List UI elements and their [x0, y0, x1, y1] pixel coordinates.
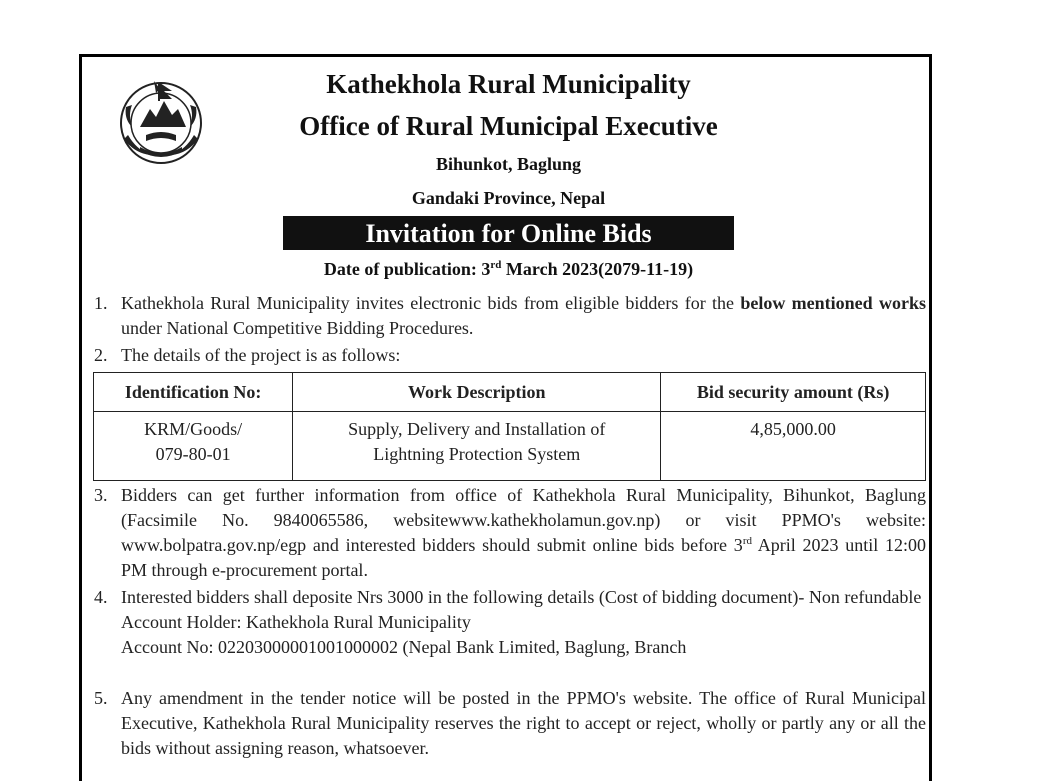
work-description-cell: Supply, Delivery and Installation of Lightning Protection System [293, 412, 661, 481]
clause-text: Any amendment in the tender notice will be posted in the PPMO's website. The office of Rural Municipal Executive, Kathekhola Rural Municipality reserves the right to accept or reject, wholly or partly any or all the bids without assigning reason, whatsoever. [121, 688, 926, 758]
clause-5 [94, 686, 926, 761]
identification-cell: KRM/Goods/ 079-80-01 [94, 412, 293, 481]
column-header: Bid security amount (Rs) [661, 373, 926, 412]
office-name: Office of Rural Municipal Executive [299, 111, 718, 141]
clause-text: The details of the project is as follows: [121, 345, 401, 365]
bid-security-cell: 4,85,000.00 [661, 412, 926, 481]
org-name: Kathekhola Rural Municipality [326, 69, 691, 99]
notice-page [79, 54, 932, 781]
clause-2 [94, 343, 926, 368]
clause-text: Bidders can get further information from office of Kathekhola Rural Municipality, Bihunkot, Baglung (Facsimile No. 9840065586, websitewww.kathekholamun.gov.np) or visit PPMO's website: www.bolpatra.gov.np/egp and interested bidders should submit online bids before 3rd April 2023 until 12:00 PM through e-procurement portal. [121, 485, 926, 580]
office-province: Gandaki Province, Nepal [411, 188, 606, 208]
table-row [94, 412, 926, 481]
clause-number: 1. [94, 293, 108, 313]
clause-text: Kathekhola Rural Municipality invites electronic bids from eligible bidders for the below mentioned works under National Competitive Bidding Procedures. [121, 293, 927, 338]
publication-date: Date of publication: 3rd March 2023(2079-11-19) [323, 259, 694, 279]
clause-text: Interested bidders shall deposite Nrs 3000 in the following details (Cost of bidding document)- Non refundable Account Holder: Kathekhola Rural Municipality Account No: 02203000001001000002 (Nepal Bank Limited, Baglung, Branch [121, 585, 926, 660]
clause-number: 5. [94, 688, 108, 708]
project-details-table [93, 372, 926, 481]
clause-number: 2. [94, 345, 108, 365]
clause-4 [94, 585, 926, 660]
column-header: Work Description [293, 373, 661, 412]
account-number: Account No: 02203000001001000002 (Nepal Bank Limited, Baglung, Branch [121, 637, 687, 657]
clause-1 [94, 291, 926, 341]
office-address: Bihunkot, Baglung [435, 154, 582, 174]
notice-banner: Invitation for Online Bids [283, 216, 734, 250]
clause-number: 4. [94, 587, 108, 607]
account-holder: Account Holder: Kathekhola Rural Municipality [121, 612, 471, 632]
clause-number: 3. [94, 485, 108, 505]
table-header-row [94, 373, 926, 412]
clause-3 [94, 483, 926, 583]
column-header: Identification No: [94, 373, 293, 412]
